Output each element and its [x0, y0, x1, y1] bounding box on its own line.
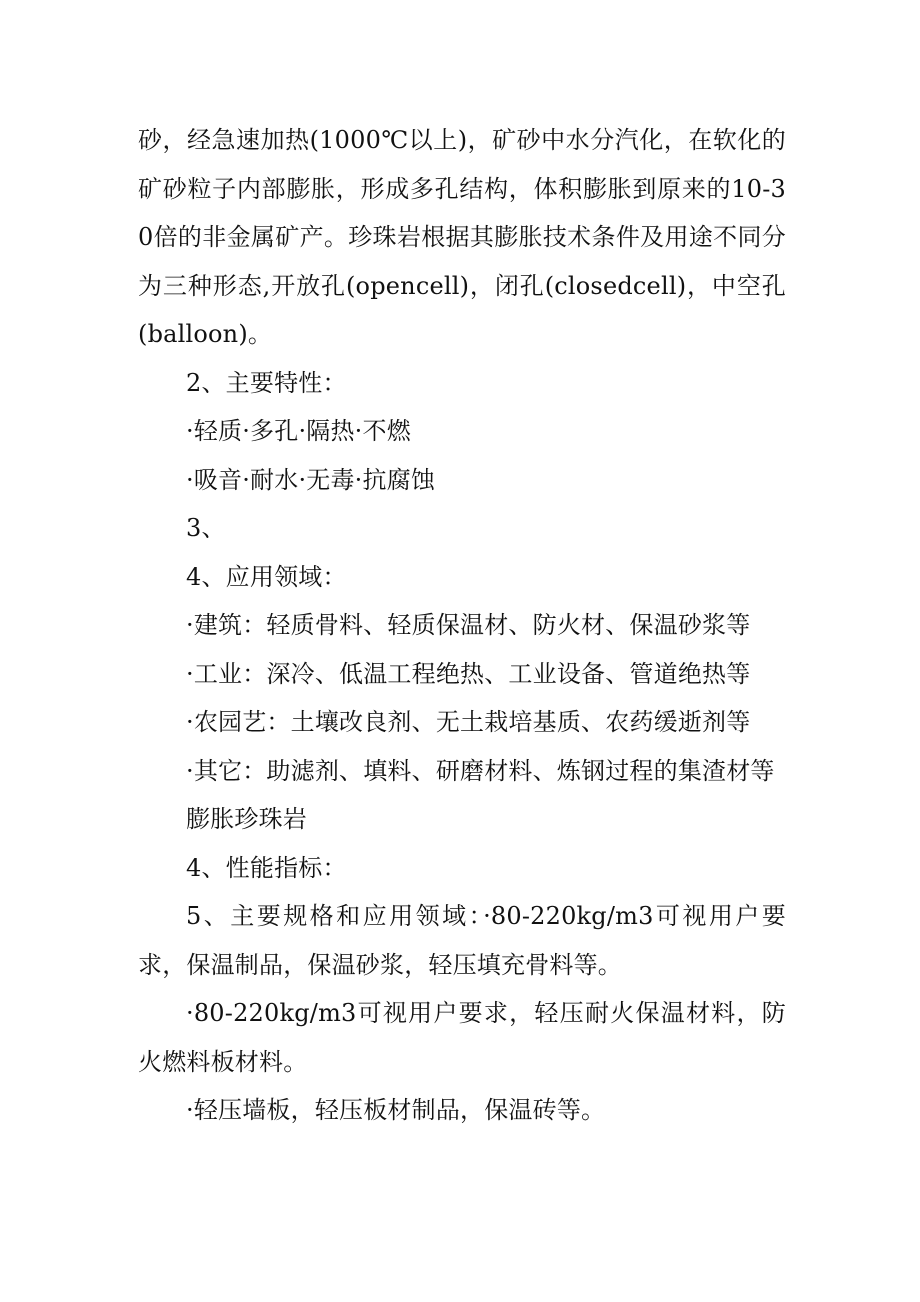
application-building: ·建筑：轻质骨料、轻质保温材、防火材、保温砂浆等: [186, 611, 751, 639]
features-line-2: ·吸音·耐水·无毒·抗腐蚀: [186, 465, 436, 494]
application-agriculture: ·农园艺：土壤改良剂、无土栽培基质、农药缓逝剂等: [186, 708, 751, 736]
section-3-heading: 3、: [186, 514, 226, 542]
features-line-1: ·轻质·多孔·隔热·不燃: [186, 417, 411, 445]
subtitle-expanded-perlite: 膨胀珍珠岩: [186, 805, 307, 833]
spec-paragraph-2: ·80-220kg/m3可视用户要求，轻压耐火保温材料，防火燃料板材料。: [138, 999, 786, 1076]
section-5-paragraph: 5、主要规格和应用领域：·80-220kg/m3可视用户要求，保温制品，保温砂浆，轻压填充骨料等。: [138, 902, 786, 979]
section-4-performance-heading: 4、性能指标：: [186, 853, 347, 882]
document-body: [138, 116, 786, 1135]
intro-paragraph: 砂，经急速加热(1000℃以上)，矿砂中水分汽化，在软化的矿砂粒子内部膨胀，形成多孔结构，体积膨胀到原来的10-30倍的非金属矿产。珍珠岩根据其膨胀技术条件及用途不同分为三种形态,开放孔(opencell)，闭孔(closedcell)，中空孔(balloon)。: [138, 126, 786, 348]
application-other: ·其它：助滤剂、填料、研磨材料、炼钢过程的集渣材等: [186, 756, 775, 785]
section-4-heading: 4、应用领域：: [186, 562, 347, 591]
application-industry: ·工业：深冷、低温工程绝热、工业设备、管道绝热等: [186, 659, 751, 688]
section-2-heading: 2、主要特性：: [186, 368, 347, 397]
spec-paragraph-3: ·轻压墙板，轻压板材制品，保温砖等。: [186, 1096, 606, 1124]
